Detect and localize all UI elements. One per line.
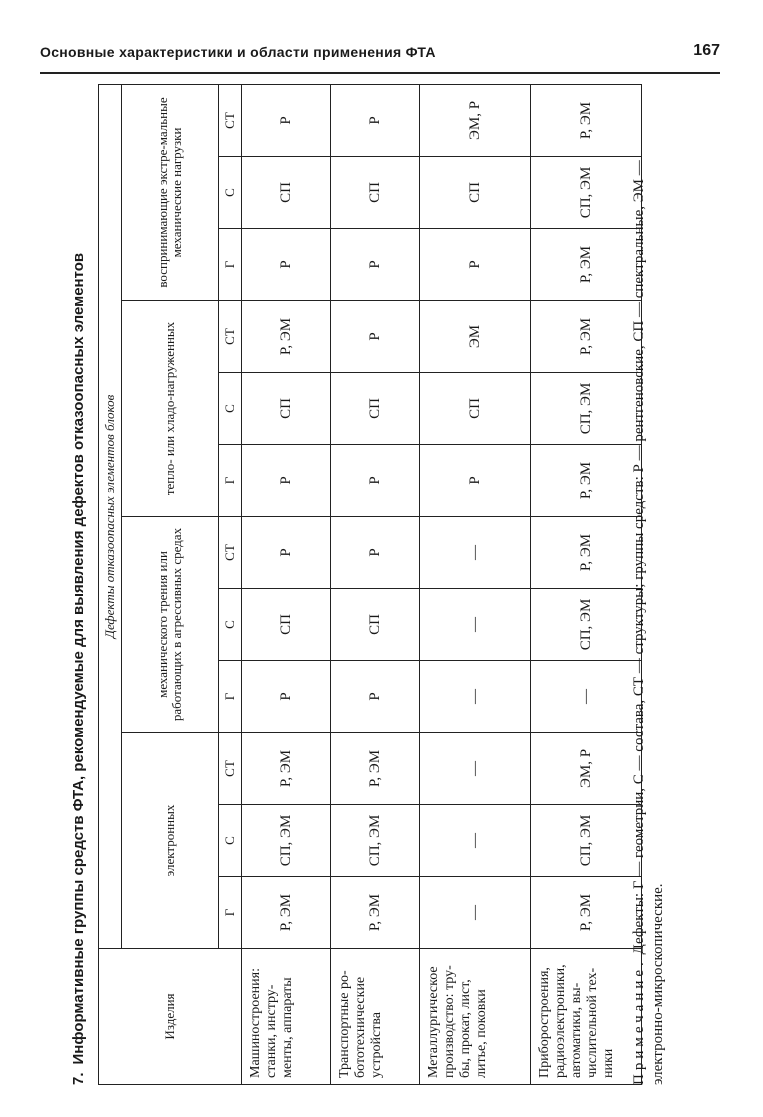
- table-cell: Р: [331, 517, 420, 589]
- sub-header: С: [219, 589, 242, 661]
- group-header: механического трения или работающих в агрессивных средах: [122, 517, 219, 733]
- table-cell: Р, ЭМ: [531, 84, 642, 156]
- table-cell: Р: [242, 661, 331, 733]
- table-row: [331, 84, 420, 1084]
- table-number: 7.: [70, 1072, 87, 1085]
- table-row: [242, 84, 331, 1084]
- table-cell: СП, ЭМ: [531, 157, 642, 229]
- header-items: Изделия: [99, 949, 242, 1085]
- table-cell: Р, ЭМ: [531, 517, 642, 589]
- sub-header: СТ: [219, 517, 242, 589]
- sub-header: С: [219, 373, 242, 445]
- table-cell: Р, ЭМ: [242, 733, 331, 805]
- table-cell: СП: [420, 157, 531, 229]
- table-cell: Р, ЭМ: [242, 301, 331, 373]
- table-note: [630, 85, 668, 1085]
- table-cell: —: [420, 517, 531, 589]
- table-cell: СП, ЭМ: [531, 373, 642, 445]
- table-row: [531, 84, 642, 1084]
- table-title-text: Информативные группы средств ФТА, рекомендуемые для выявления дефектов отказоопасных элементов: [70, 252, 87, 1065]
- table-cell: Р, ЭМ: [531, 877, 642, 949]
- group-header: воспринимающие экстре-мальные механические нагрузки: [122, 84, 219, 300]
- page-number: 167: [693, 42, 720, 59]
- sub-header: Г: [219, 229, 242, 301]
- running-title: Основные характеристики и области применения ФТА: [40, 44, 436, 60]
- table-cell: Р: [331, 84, 420, 156]
- table-cell: СП, ЭМ: [531, 589, 642, 661]
- table-cell: Р: [331, 301, 420, 373]
- table-cell: СП: [420, 373, 531, 445]
- sub-header: С: [219, 805, 242, 877]
- row-item: Транспортные ро-бототехнические устройства: [331, 949, 420, 1085]
- row-item: Металлургическое производство: тру-бы, прокат, лист, литье, поковки: [420, 949, 531, 1085]
- rotated-table-block: [70, 85, 730, 1085]
- sub-header: Г: [219, 661, 242, 733]
- header-rule: [40, 72, 720, 74]
- table-cell: СП, ЭМ: [242, 805, 331, 877]
- group-header: тепло- или хладо-нагруженных: [122, 301, 219, 517]
- group-header: электронных: [122, 733, 219, 949]
- table-cell: Р, ЭМ: [531, 229, 642, 301]
- table-cell: СП: [242, 373, 331, 445]
- sub-header: СТ: [219, 84, 242, 156]
- table-cell: Р, ЭМ: [242, 877, 331, 949]
- row-item: Приборостроения, радиоэлектроники, автоматики, вы-числительной тех-ники: [531, 949, 642, 1085]
- row-item: Машиностроения: станки, инстру-менты, аппараты: [242, 949, 331, 1085]
- header-defects: Дефекты отказоопасных элементов блоков: [99, 84, 122, 948]
- table-cell: —: [420, 805, 531, 877]
- sub-header: СТ: [219, 301, 242, 373]
- note-lead: Примечание.: [631, 958, 647, 1085]
- page-header: [40, 40, 720, 66]
- table-cell: СП, ЭМ: [531, 805, 642, 877]
- table-cell: СП: [242, 157, 331, 229]
- table-cell: СП: [331, 157, 420, 229]
- table-cell: ЭМ, Р: [420, 84, 531, 156]
- sub-header: Г: [219, 445, 242, 517]
- table-cell: Р: [242, 84, 331, 156]
- table-cell: Р: [420, 229, 531, 301]
- table-cell: Р: [420, 445, 531, 517]
- table-cell: СП: [331, 373, 420, 445]
- table-row: [420, 84, 531, 1084]
- table-cell: Р, ЭМ: [331, 733, 420, 805]
- table-cell: —: [420, 877, 531, 949]
- table-cell: —: [420, 733, 531, 805]
- table-cell: Р, ЭМ: [531, 445, 642, 517]
- sub-header: СТ: [219, 733, 242, 805]
- table-cell: СП: [331, 589, 420, 661]
- table-cell: Р: [242, 517, 331, 589]
- table-cell: СП: [242, 589, 331, 661]
- table-cell: —: [531, 661, 642, 733]
- note-text: Дефекты: Г — геометрии, С — состава, СТ — структуры; группы средств: Р — рентгеновские, СП — спектральные, ЭМ — электронно-микроскопические.: [631, 160, 666, 1085]
- table-cell: Р: [242, 445, 331, 517]
- table-title: [70, 85, 87, 1085]
- table-cell: Р: [242, 229, 331, 301]
- table-cell: Р: [331, 661, 420, 733]
- table-cell: Р, ЭМ: [531, 301, 642, 373]
- defects-table: [98, 84, 642, 1085]
- table-cell: СП, ЭМ: [331, 805, 420, 877]
- table-cell: Р, ЭМ: [331, 877, 420, 949]
- sub-header: С: [219, 157, 242, 229]
- table-cell: Р: [331, 445, 420, 517]
- table-cell: Р: [331, 229, 420, 301]
- table-cell: ЭМ: [420, 301, 531, 373]
- table-cell: —: [420, 661, 531, 733]
- sub-header: Г: [219, 877, 242, 949]
- table-cell: ЭМ, Р: [531, 733, 642, 805]
- table-cell: —: [420, 589, 531, 661]
